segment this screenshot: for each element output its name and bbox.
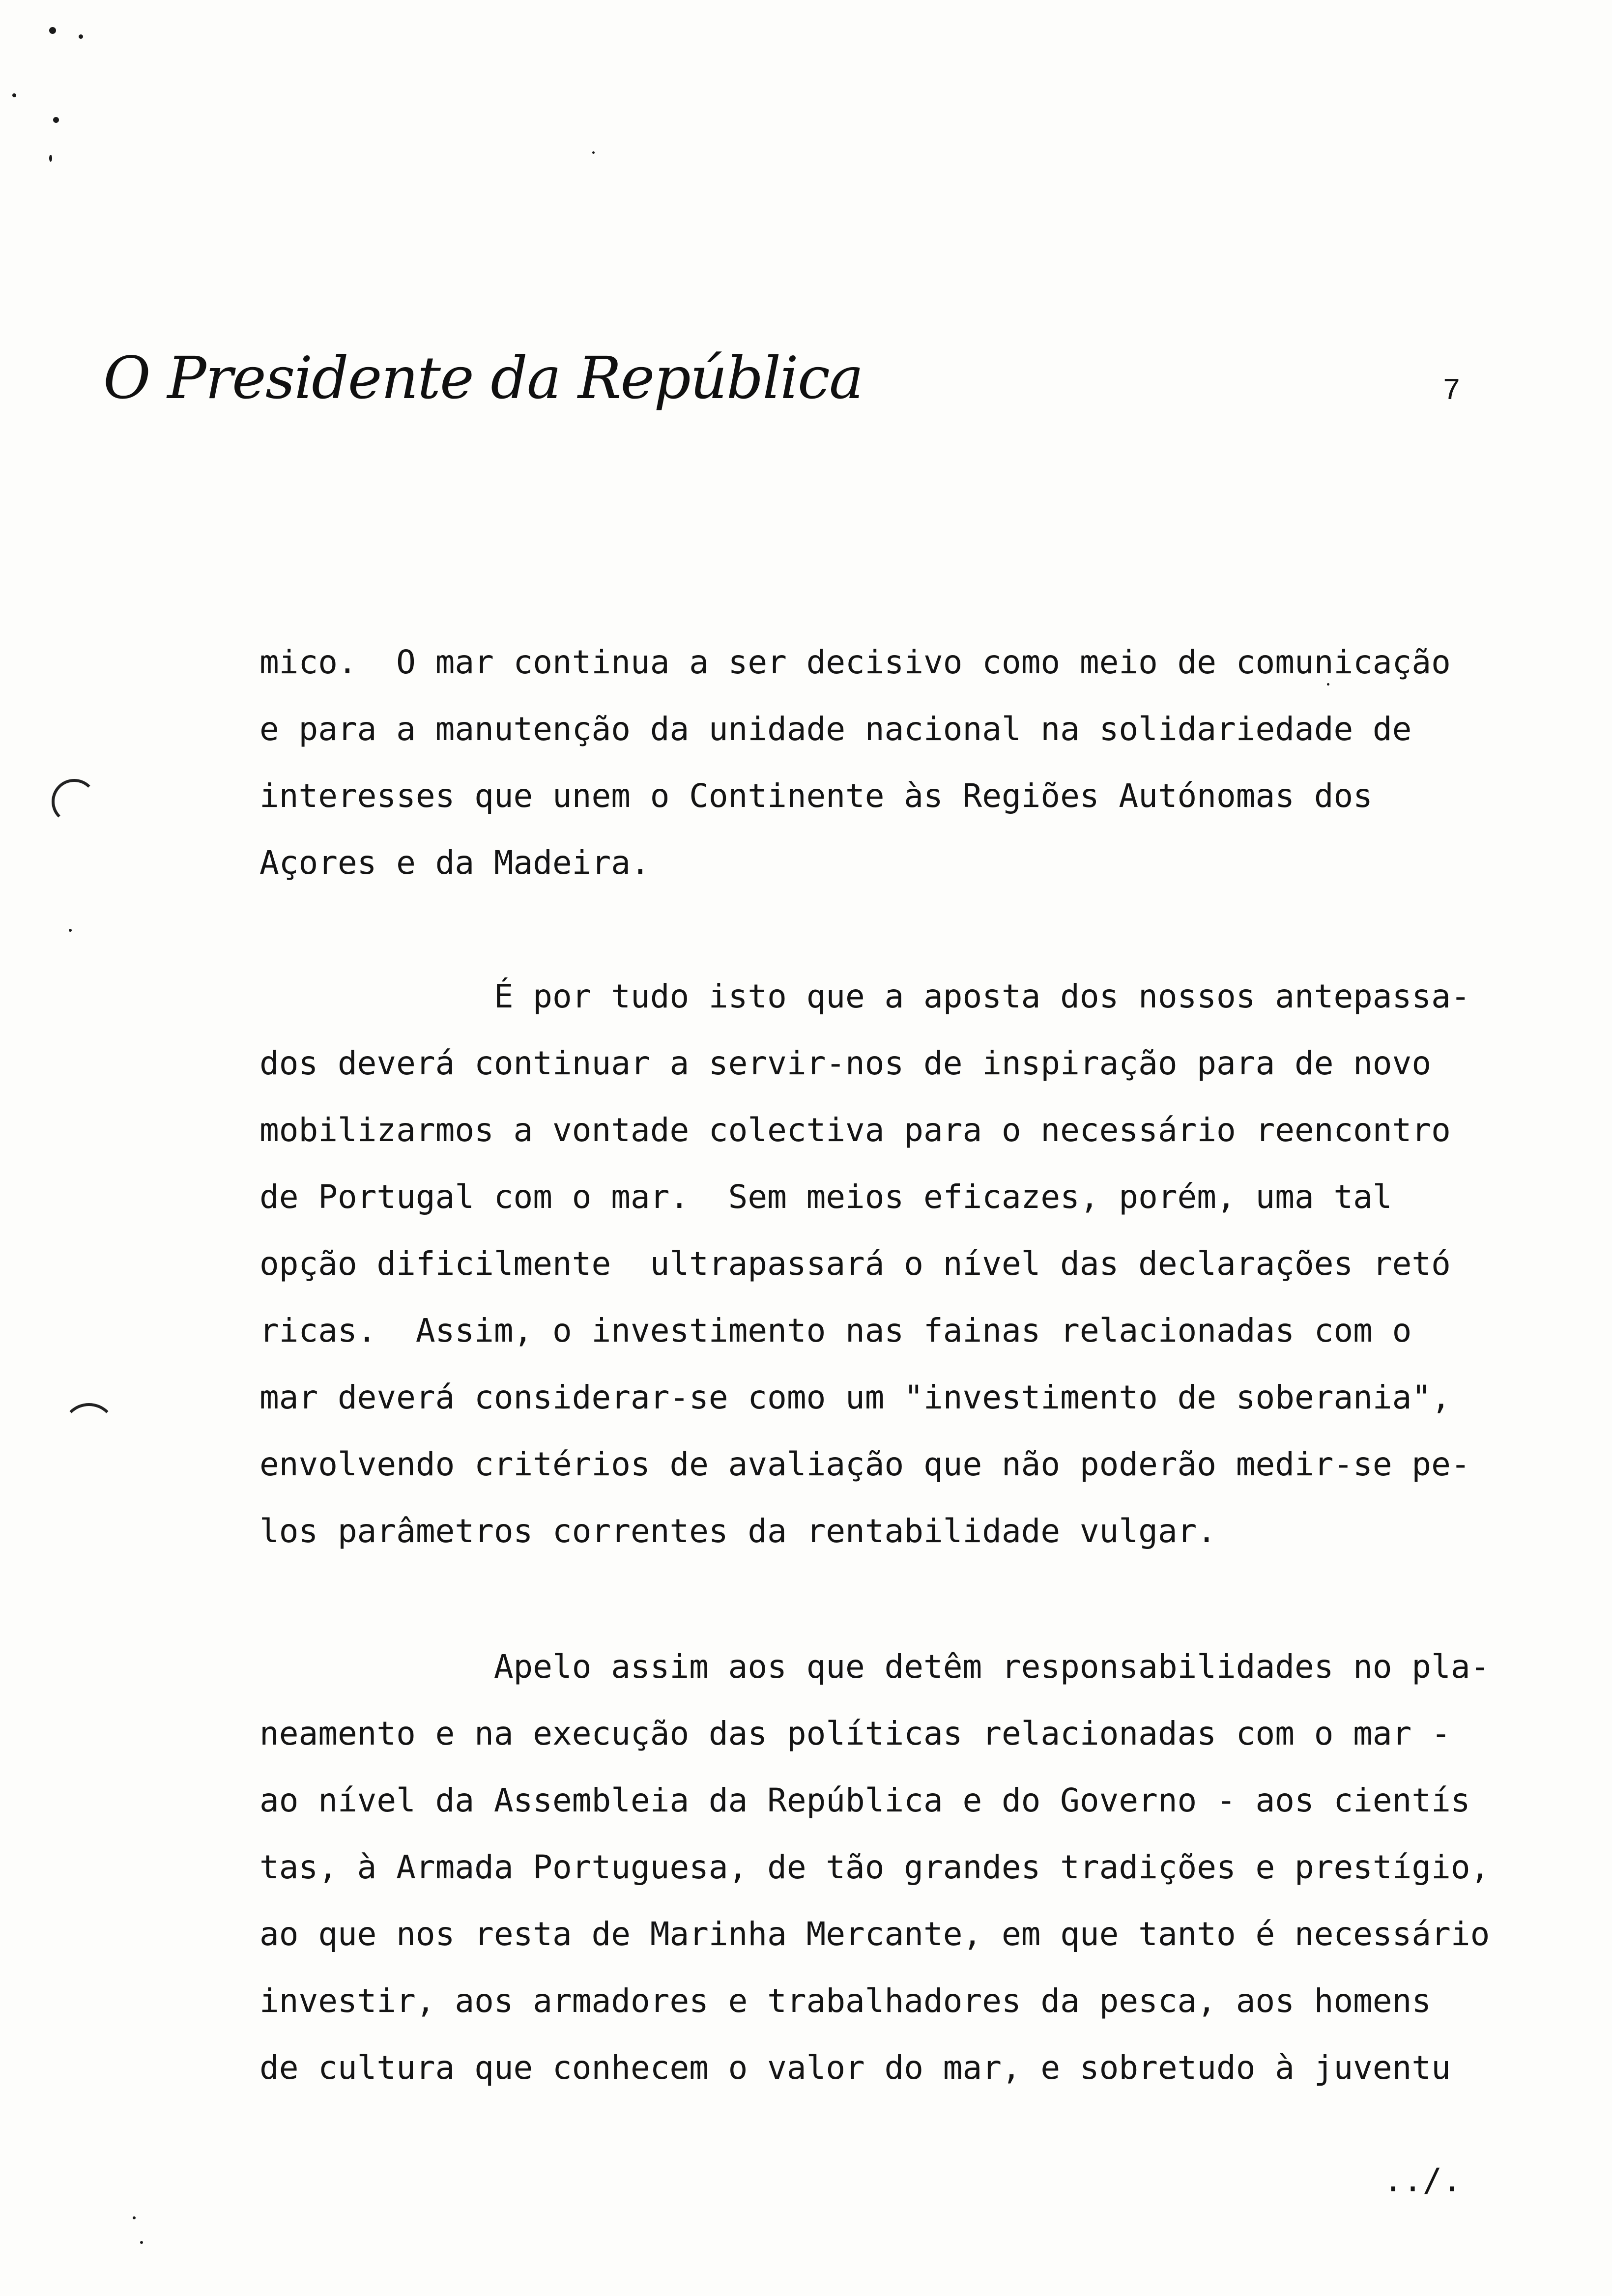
text-line: mobilizarmos a vontade colectiva para o necessário reencontro xyxy=(259,1111,1451,1149)
punch-hole-mark xyxy=(61,1403,116,1458)
text-line: ao nível da Assembleia da República e do Governo - aos cientís xyxy=(259,1781,1470,1819)
page-number: 7 xyxy=(1442,373,1461,408)
scan-speck xyxy=(79,34,83,39)
text-line: neamento e na execução das políticas relacionadas com o mar - xyxy=(259,1715,1451,1752)
punch-hole-mark xyxy=(52,779,97,824)
scan-speck xyxy=(133,2216,136,2219)
text-line: interesses que unem o Continente às Regiões Autónomas dos xyxy=(259,777,1373,815)
text-line: de cultura que conhecem o valor do mar, e sobretudo à juventu xyxy=(259,2049,1451,2087)
text-line: envolvendo critérios de avaliação que não poderão medir-se pe- xyxy=(259,1445,1470,1483)
scan-speck xyxy=(592,151,595,154)
text-line: mar deverá considerar-se como um "investimento de soberania", xyxy=(259,1378,1451,1416)
text-line: e para a manutenção da unidade nacional na solidariedade de xyxy=(259,710,1412,748)
text-line: tas, à Armada Portuguesa, de tão grandes tradições e prestígio, xyxy=(259,1848,1490,1886)
scan-speck xyxy=(140,2241,143,2244)
scan-speck xyxy=(49,155,52,162)
paragraph xyxy=(259,963,1547,1565)
body-text xyxy=(259,629,1547,2101)
text-line: ricas. Assim, o investimento nas fainas relacionadas com o xyxy=(259,1312,1412,1349)
text-line: Apelo assim aos que detêm responsabilidades no pla- xyxy=(259,1648,1490,1686)
scan-speck xyxy=(12,93,16,97)
paragraph xyxy=(259,629,1547,896)
text-line: ao que nos resta de Marinha Mercante, em que tanto é necessário xyxy=(259,1915,1490,1953)
text-line: los parâmetros correntes da rentabilidade vulgar. xyxy=(259,1512,1217,1550)
text-line: de Portugal com o mar. Sem meios eficazes, porém, uma tal xyxy=(259,1178,1392,1216)
continuation-mark: ../. xyxy=(1383,2161,1462,2199)
paragraph xyxy=(259,1634,1547,2101)
letterhead-title: O Presidente da República xyxy=(103,344,863,412)
scan-speck xyxy=(53,117,59,123)
text-line: mico. O mar continua a ser decisivo como meio de comunicação xyxy=(259,643,1451,681)
scan-speck xyxy=(49,27,56,34)
scan-speck xyxy=(69,929,72,932)
text-line: dos deverá continuar a servir-nos de inspiração para de novo xyxy=(259,1044,1432,1082)
text-line: investir, aos armadores e trabalhadores da pesca, aos homens xyxy=(259,1982,1432,2020)
text-line: Açores e da Madeira. xyxy=(259,844,650,882)
text-line: É por tudo isto que a aposta dos nossos antepassa- xyxy=(259,977,1470,1015)
text-line: opção dificilmente ultrapassará o nível das declarações retó xyxy=(259,1245,1451,1283)
